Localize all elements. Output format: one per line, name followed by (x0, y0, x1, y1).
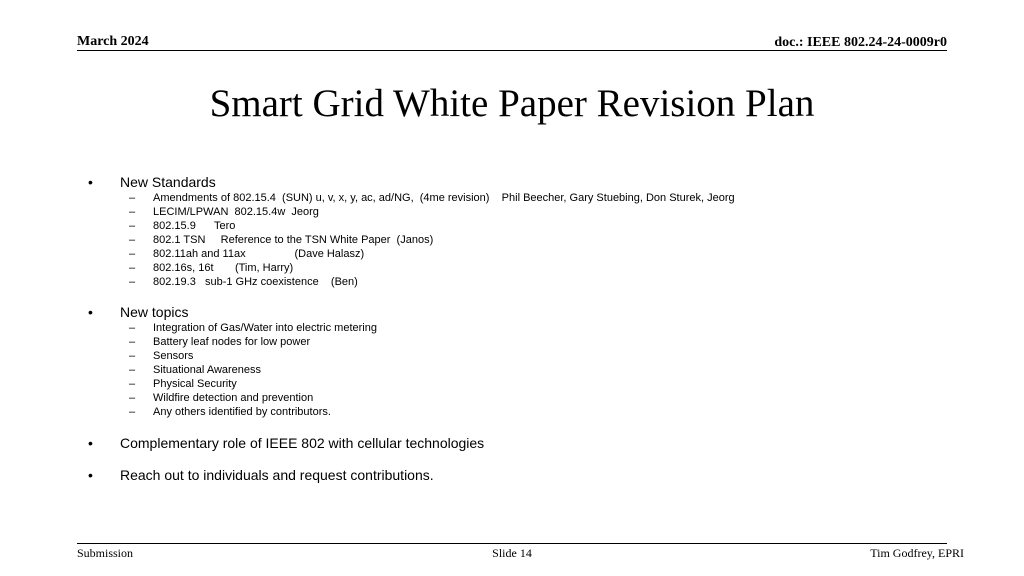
dash-icon: – (129, 248, 136, 260)
sub-item-text: 802.11ah and 11ax (Dave Halasz) (153, 248, 365, 260)
bullet-reach-out (88, 467, 968, 483)
sub-item-text: Situational Awareness (153, 364, 262, 376)
dash-icon: – (129, 364, 136, 376)
sub-item (88, 233, 968, 247)
sub-list (88, 191, 968, 289)
header-date: March 2024 (77, 34, 149, 49)
footer-slide-number: Slide 14 (492, 546, 532, 560)
header-rule (77, 50, 947, 51)
dash-icon: – (129, 262, 136, 274)
dash-icon: – (129, 276, 136, 288)
dash-icon: – (129, 206, 136, 218)
sub-item (88, 363, 968, 377)
bullet-new-standards (88, 174, 968, 289)
sub-list (88, 321, 968, 419)
sub-item-text: Physical Security (153, 378, 237, 390)
bullet-icon: • (88, 174, 93, 190)
sub-item (88, 377, 968, 391)
slide-body (88, 174, 968, 483)
bullet-icon: • (88, 467, 93, 483)
sub-item-text: Integration of Gas/Water into electric metering (153, 322, 377, 334)
sub-item-text: Amendments of 802.15.4 (SUN) u, v, x, y, ac, ad/NG, (4me revision) Phil Beecher, Gary Stuebing, Don Sturek, Jeorg (153, 192, 735, 204)
bullet-text: Reach out to individuals and request contributions. (120, 467, 434, 483)
dash-icon: – (129, 378, 136, 390)
sub-item (88, 391, 968, 405)
header-doc-id: doc.: IEEE 802.24-24-0009r0 (774, 35, 947, 50)
bullet-new-topics (88, 304, 968, 419)
sub-item (88, 405, 968, 419)
bullet-text: Complementary role of IEEE 802 with cellular technologies (120, 435, 485, 451)
sub-item-text: 802.1 TSN Reference to the TSN White Paper (Janos) (153, 234, 434, 246)
footer-rule (77, 543, 947, 544)
sub-item-text: 802.16s, 16t (Tim, Harry) (153, 262, 294, 274)
sub-item (88, 191, 968, 205)
slide-title: Smart Grid White Paper Revision Plan (209, 82, 815, 125)
dash-icon: – (129, 192, 136, 204)
sub-item-text: 802.19.3 sub-1 GHz coexistence (Ben) (153, 276, 358, 288)
sub-item-text: Wildfire detection and prevention (153, 392, 314, 404)
dash-icon: – (129, 406, 136, 418)
sub-item-text: Any others identified by contributors. (153, 406, 331, 418)
dash-icon: – (129, 336, 136, 348)
footer-author: Tim Godfrey, EPRI (870, 546, 964, 560)
dash-icon: – (129, 220, 136, 232)
bullet-text: New Standards (120, 174, 216, 190)
dash-icon: – (129, 392, 136, 404)
sub-item (88, 335, 968, 349)
sub-item (88, 247, 968, 261)
sub-item (88, 261, 968, 275)
sub-item-text: LECIM/LPWAN 802.15.4w Jeorg (153, 206, 319, 218)
dash-icon: – (129, 322, 136, 334)
bullet-icon: • (88, 435, 93, 451)
sub-item-text: Sensors (153, 350, 194, 362)
sub-item (88, 349, 968, 363)
bullet-text: New topics (120, 304, 189, 320)
sub-item-text: 802.15.9 Tero (153, 220, 236, 232)
footer-submission: Submission (77, 546, 134, 560)
sub-item (88, 219, 968, 233)
sub-item (88, 205, 968, 219)
sub-item (88, 321, 968, 335)
bullet-complementary-role (88, 435, 968, 451)
dash-icon: – (129, 350, 136, 362)
dash-icon: – (129, 234, 136, 246)
sub-item-text: Battery leaf nodes for low power (153, 336, 311, 348)
sub-item (88, 275, 968, 289)
bullet-icon: • (88, 304, 93, 320)
